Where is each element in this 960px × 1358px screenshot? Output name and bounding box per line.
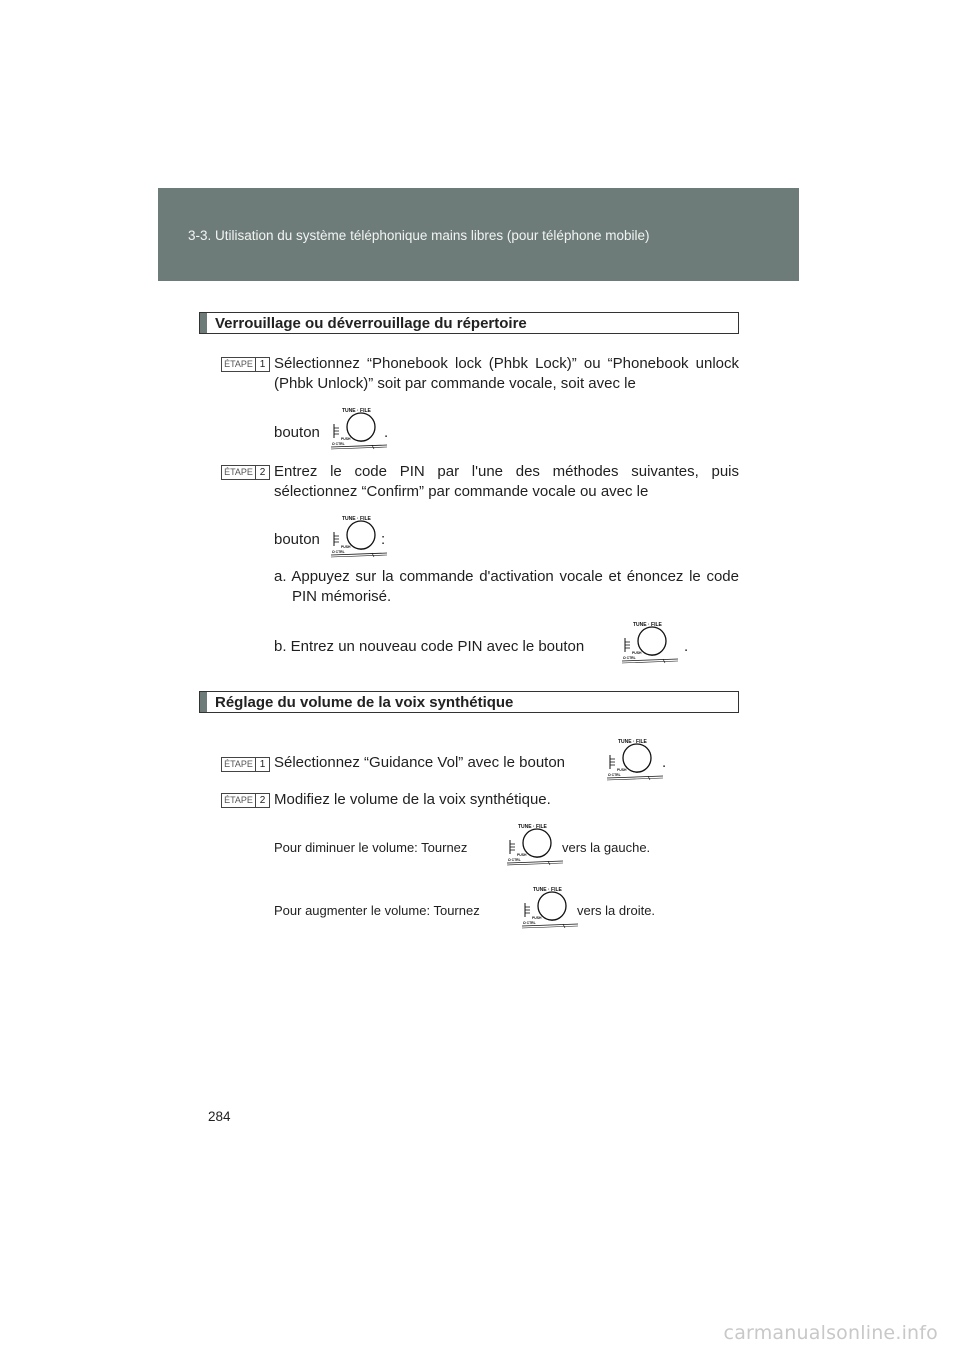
knob-top-label: TUNE · FILE bbox=[342, 516, 371, 522]
step2-after: : bbox=[381, 531, 386, 548]
step2-button-word: bouton bbox=[274, 531, 320, 548]
knob-ctrl-label: Ω CTRL bbox=[332, 550, 345, 554]
knob-ctrl-label: Ω CTRL bbox=[523, 921, 536, 925]
step1-after: . bbox=[384, 424, 389, 441]
step1-button-word: bouton bbox=[274, 424, 320, 441]
step-badge-word: ÉTAPE bbox=[224, 467, 253, 477]
step-badge-2 bbox=[221, 465, 270, 480]
step2-option-a: a. Appuyez sur la commande d'activation vocale et énoncez le code PIN mémorisé. bbox=[274, 568, 739, 605]
knob-push-label: PUSH bbox=[617, 768, 627, 772]
increase-volume-text: Pour augmenter le volume: Tournez bbox=[274, 903, 480, 918]
step2-instruction: Entrez le code PIN par l'une des méthodes suivantes, puis sélectionnez “Confirm” par commande vocale ou avec le bbox=[274, 463, 739, 500]
tune-file-knob-icon bbox=[329, 404, 389, 454]
step-badge-number: 1 bbox=[255, 358, 269, 371]
knob-push-label: PUSH bbox=[341, 545, 351, 549]
knob-ctrl-label: Ω CTRL bbox=[608, 773, 621, 777]
section-heading-phonebook-lock bbox=[199, 312, 739, 334]
knob-push-label: PUSH bbox=[532, 916, 542, 920]
page-number: 284 bbox=[208, 1109, 231, 1124]
tune-file-knob-icon bbox=[329, 512, 389, 562]
knob-push-label: PUSH bbox=[517, 853, 527, 857]
knob-top-label: TUNE · FILE bbox=[633, 622, 662, 628]
step2-option-b-after: . bbox=[684, 638, 689, 655]
volume-step2-instruction: Modifiez le volume de la voix synthétique. bbox=[274, 791, 551, 808]
knob-ctrl-label: Ω CTRL bbox=[623, 656, 636, 660]
tune-file-knob-icon bbox=[620, 618, 680, 668]
step-badge-1 bbox=[221, 757, 270, 772]
section-heading-bar bbox=[200, 692, 207, 712]
step2-option-b: b. Entrez un nouveau code PIN avec le bouton bbox=[274, 638, 585, 655]
step-badge-1 bbox=[221, 357, 270, 372]
tune-file-knob-icon bbox=[505, 820, 565, 870]
knob-push-label: PUSH bbox=[341, 437, 351, 441]
step1-instruction: Sélectionnez “Phonebook lock (Phbk Lock)” ou “Phonebook unlock (Phbk Unlock)” soit par commande vocale, soit avec le bbox=[274, 355, 739, 392]
knob-top-label: TUNE · FILE bbox=[618, 739, 647, 745]
watermark: carmanualsonline.info bbox=[723, 1322, 938, 1344]
step-badge-word: ÉTAPE bbox=[224, 359, 253, 369]
increase-volume-direction: vers la droite. bbox=[577, 903, 656, 918]
step-badge-number: 2 bbox=[255, 794, 269, 807]
section-heading-title: Réglage du volume de la voix synthétique bbox=[215, 694, 514, 711]
knob-top-label: TUNE · FILE bbox=[533, 887, 562, 893]
section-heading-voice-volume bbox=[199, 691, 739, 713]
tune-file-knob-icon bbox=[605, 735, 665, 785]
volume-step1-instruction: Sélectionnez “Guidance Vol” avec le bouton bbox=[274, 754, 566, 771]
knob-ctrl-label: Ω CTRL bbox=[332, 442, 345, 446]
section-heading-title: Verrouillage ou déverrouillage du répertoire bbox=[215, 315, 527, 332]
step-badge-word: ÉTAPE bbox=[224, 759, 253, 769]
step-badge-number: 1 bbox=[255, 758, 269, 771]
knob-top-label: TUNE · FILE bbox=[518, 824, 547, 830]
step-badge-2 bbox=[221, 793, 270, 808]
volume-step1-after: . bbox=[662, 754, 667, 771]
knob-top-label: TUNE · FILE bbox=[342, 408, 371, 414]
step-badge-number: 2 bbox=[255, 466, 269, 479]
decrease-volume-direction: vers la gauche. bbox=[562, 840, 651, 855]
knob-push-label: PUSH bbox=[632, 651, 642, 655]
knob-ctrl-label: Ω CTRL bbox=[508, 858, 521, 862]
decrease-volume-text: Pour diminuer le volume: Tournez bbox=[274, 840, 468, 855]
step-badge-word: ÉTAPE bbox=[224, 795, 253, 805]
tune-file-knob-icon bbox=[520, 883, 580, 933]
header-section-title: 3-3. Utilisation du système téléphonique mains libres (pour téléphone mobile) bbox=[188, 228, 650, 243]
section-heading-bar bbox=[200, 313, 207, 333]
